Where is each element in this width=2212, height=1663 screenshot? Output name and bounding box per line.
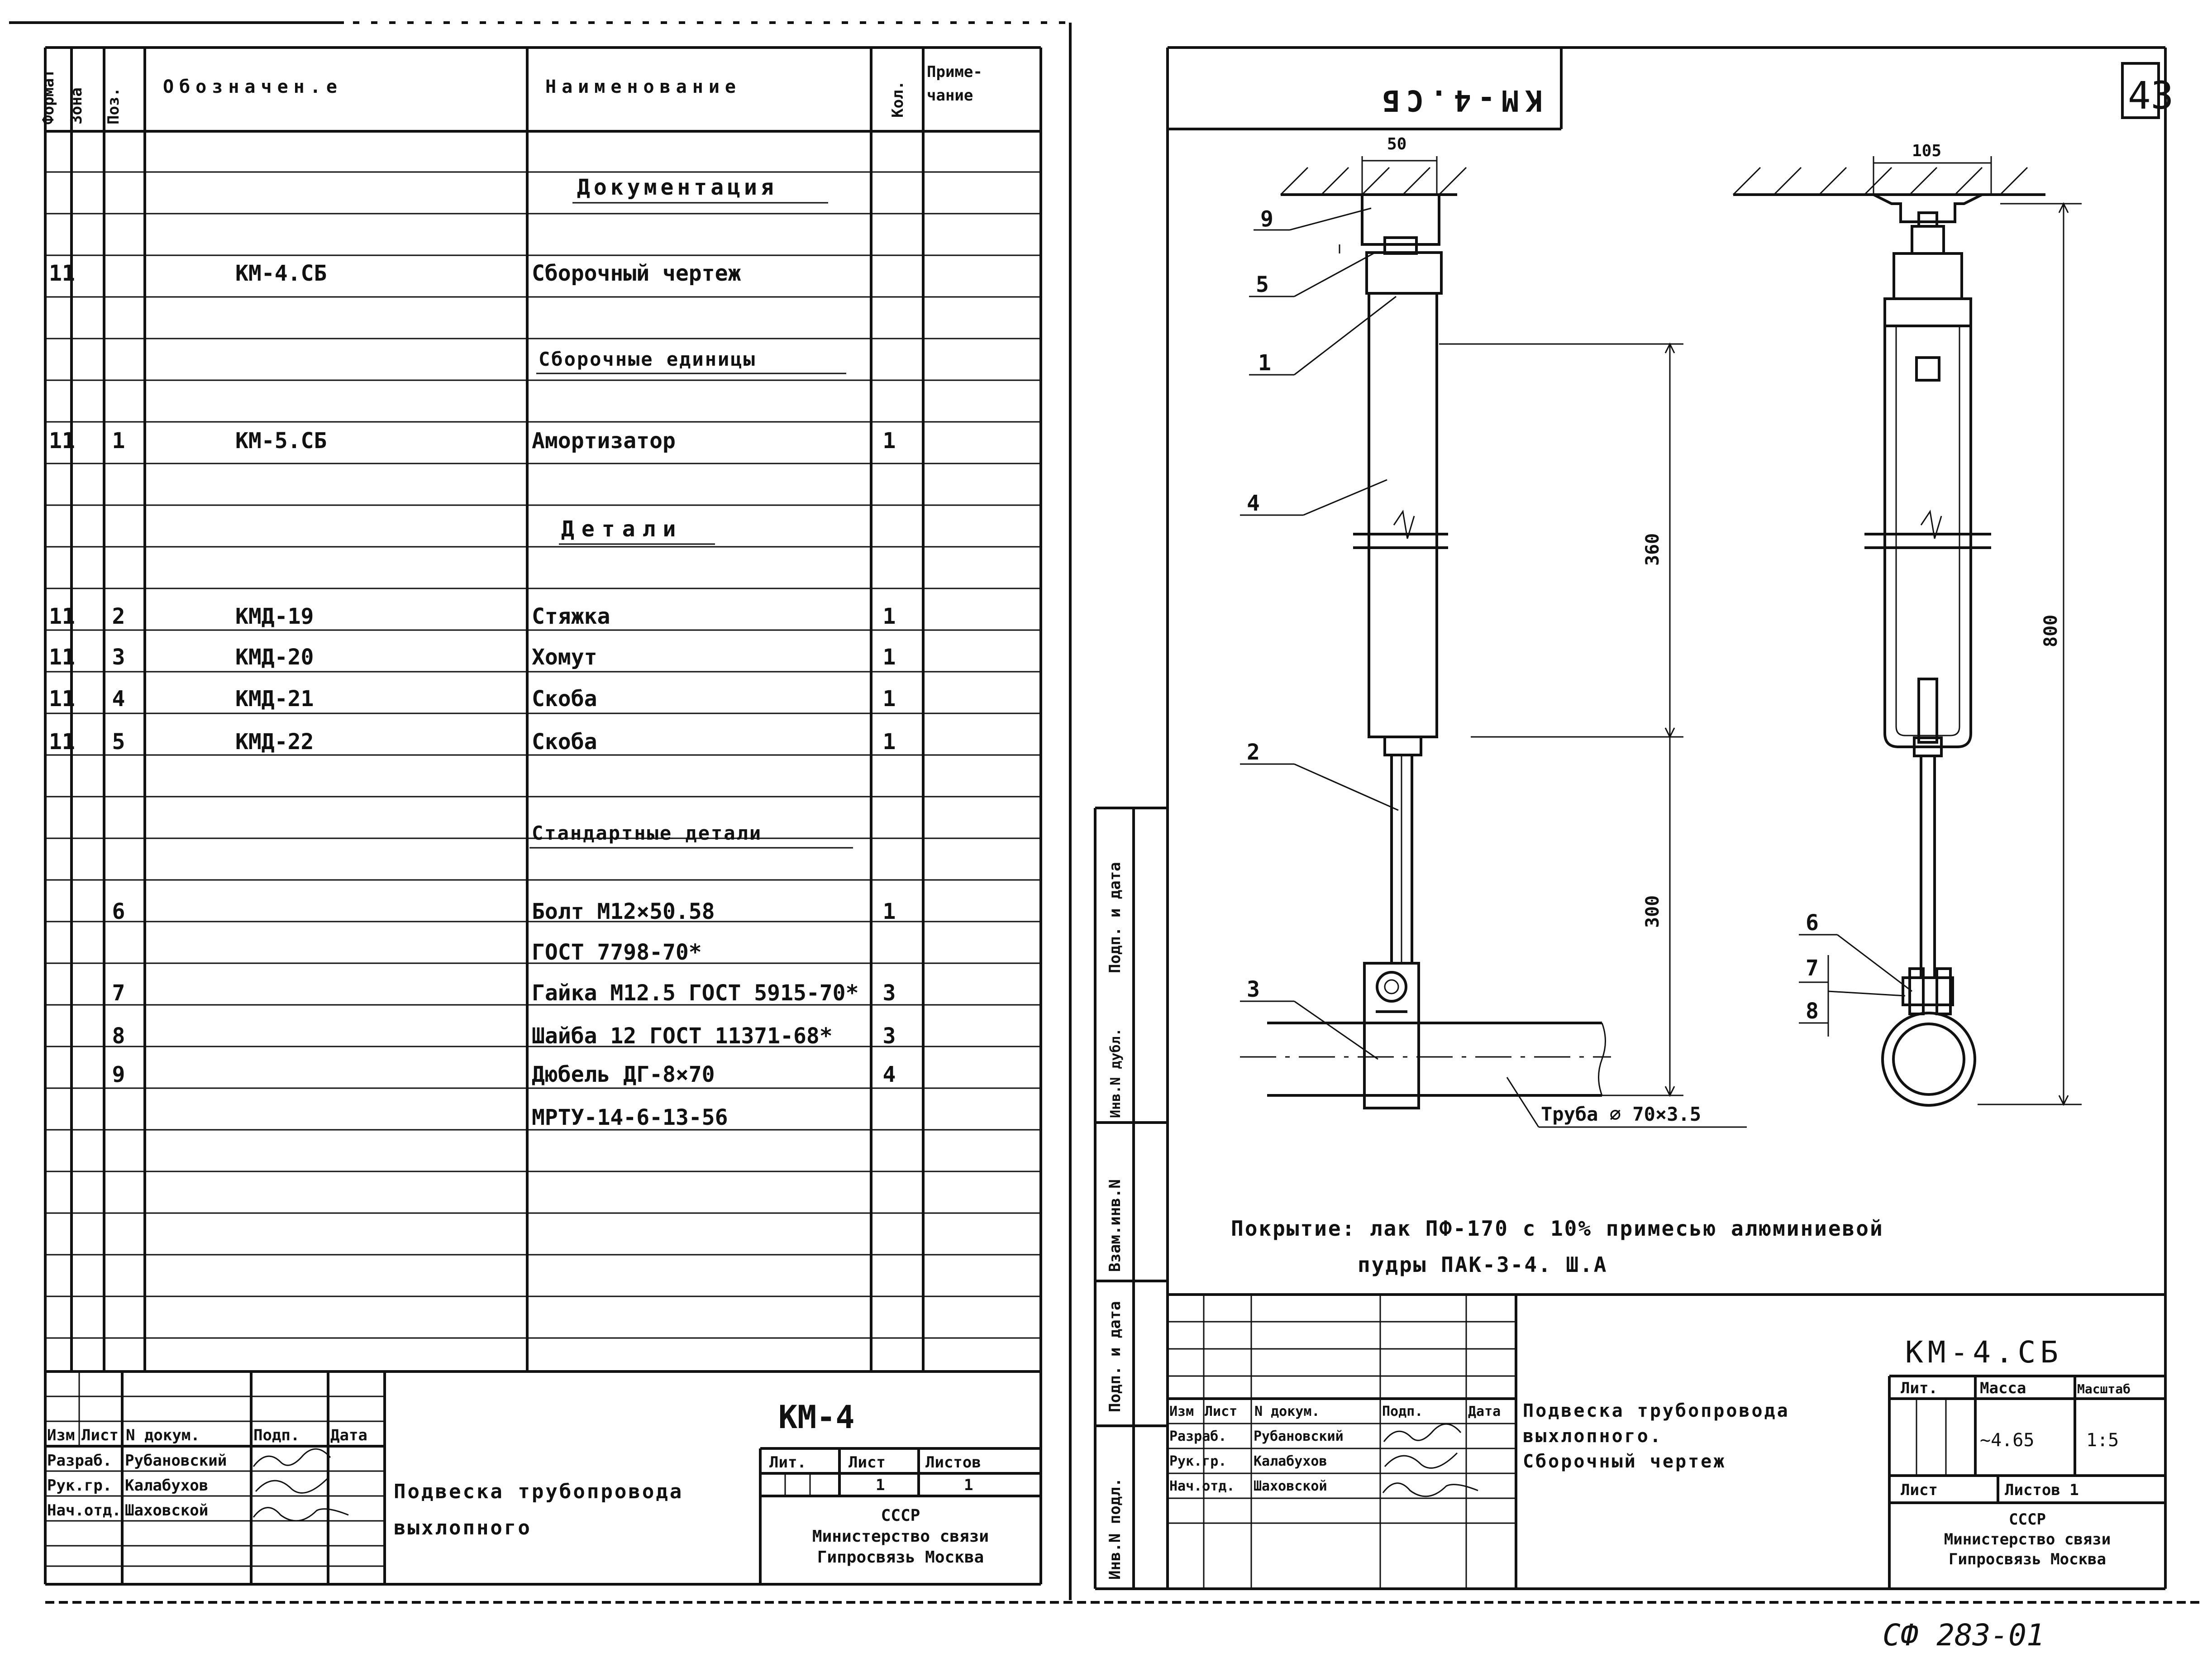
right-mass: Масса — [1980, 1379, 2026, 1397]
spec-row-format: 11 — [49, 645, 75, 670]
spec-row-qty: 1 — [882, 729, 896, 755]
dim-top-width: 50 — [1387, 135, 1407, 153]
spec-row-name: Сборочный чертеж — [532, 261, 741, 286]
header-pos: Поз. — [105, 87, 123, 124]
right-col-data: Дата — [1468, 1404, 1501, 1419]
pipe-label: Труба ⌀ 70×3.5 — [1541, 1103, 1702, 1125]
spec-sheet — [9, 23, 1068, 1584]
left-role-2: Нач.отд. — [47, 1501, 121, 1520]
left-col-izm: Изм — [47, 1426, 75, 1444]
left-role-0: Разраб. — [47, 1452, 112, 1470]
spec-row-designation: КМД-20 — [235, 645, 314, 670]
right-role-1: Рук.гр. — [1169, 1453, 1227, 1469]
coating-note-line2: пудры ПАК-3-4. Ш.А — [1358, 1252, 1608, 1277]
spec-row-designation: КМ-5.СБ — [235, 428, 327, 454]
spec-row-name: ГОСТ 7798-70* — [532, 940, 702, 965]
left-col-podp: Подп. — [253, 1426, 300, 1444]
spec-row-qty: 1 — [882, 686, 896, 712]
side-stamp-0: Подп. и дата — [1106, 862, 1124, 973]
dim-right-width: 105 — [1912, 142, 1942, 160]
spec-row-qty: 1 — [882, 604, 896, 629]
right-signatures — [1383, 1424, 1478, 1496]
left-title: Подвеска трубопровода выхлопного — [394, 1480, 684, 1539]
spec-row-pos: 1 — [112, 428, 125, 454]
leader-label-8: 8 — [1806, 999, 1819, 1024]
right-mass-val: ~4.65 — [1980, 1430, 2035, 1451]
left-sheets: Листов — [925, 1453, 981, 1472]
spec-row-name: Болт М12×50.58 — [532, 899, 715, 924]
section-standard-details: Стандартные детали — [532, 822, 763, 844]
right-org: СССР Министерство связи Гипросвязь Москва — [1944, 1510, 2111, 1568]
spec-row-format: 11 — [49, 261, 75, 286]
spec-row-pos: 3 — [112, 645, 125, 670]
right-col-podp: Подп. — [1382, 1404, 1423, 1419]
spec-row-qty: 1 — [882, 645, 896, 670]
right-scale: Масштаб — [2077, 1381, 2131, 1396]
right-col-list: Лист — [1205, 1404, 1238, 1419]
leader-label-7: 7 — [1806, 956, 1819, 981]
dim-360: 360 — [1642, 533, 1663, 566]
section-assembly-units: Сборочные единицы — [539, 348, 756, 370]
spec-row-pos: 6 — [112, 899, 125, 924]
leader-label-4: 4 — [1247, 491, 1260, 516]
assembly-side-view — [1733, 167, 2045, 1105]
right-person-1: Калабухов — [1254, 1453, 1327, 1469]
side-stamp-3: Подп. и дата — [1106, 1301, 1124, 1412]
left-code: КМ-4 — [778, 1399, 855, 1436]
left-person-0: Рубановский — [125, 1452, 227, 1470]
leader-label-6: 6 — [1806, 910, 1819, 936]
leader-label-2: 2 — [1247, 740, 1260, 765]
left-org: СССР Министерство связи Гипросвязь Москва — [812, 1506, 989, 1567]
header-qty: Кол. — [889, 81, 907, 118]
right-role-0: Разраб. — [1169, 1429, 1227, 1444]
header-zone: Зона — [67, 87, 86, 124]
spec-row-format: 11 — [49, 428, 75, 454]
left-col-ndoc: N докум. — [126, 1426, 200, 1444]
leader-label-1: 1 — [1258, 350, 1271, 376]
spec-row-qty: 1 — [882, 899, 896, 924]
page-number: 43 — [2128, 73, 2174, 118]
spec-row-designation: КМ-4.СБ — [235, 261, 327, 286]
right-col-ndoc: N докум. — [1254, 1404, 1320, 1419]
spec-row-pos: 4 — [112, 686, 125, 712]
header-format: Формат — [39, 69, 57, 124]
leader-label-5: 5 — [1256, 272, 1269, 297]
spec-row-format: 11 — [49, 729, 75, 755]
spec-row-format: 11 — [49, 686, 75, 712]
right-person-2: Шаховской — [1254, 1478, 1327, 1494]
spec-row-name: Гайка М12.5 ГОСТ 5915-70* — [532, 980, 859, 1006]
section-documentation: Документация — [577, 175, 777, 200]
right-role-2: Нач.отд. — [1169, 1478, 1235, 1494]
spec-row-pos: 9 — [112, 1062, 125, 1087]
spec-row-format: 11 — [49, 604, 75, 629]
section-details: Детали — [561, 516, 683, 542]
left-col-data: Дата — [330, 1426, 367, 1444]
spec-row-pos: 8 — [112, 1023, 125, 1049]
spec-row-qty: 3 — [882, 980, 896, 1006]
right-person-0: Рубановский — [1254, 1429, 1344, 1444]
spec-row-designation: КМД-21 — [235, 686, 314, 712]
header-designation: Обозначен.е — [163, 76, 343, 97]
spec-row-qty: 4 — [882, 1062, 896, 1087]
left-sheet: Лист — [849, 1453, 886, 1472]
right-sheet: Лист — [1901, 1481, 1938, 1499]
spec-row-name: Скоба — [532, 729, 597, 755]
right-code: КМ-4.СБ — [1905, 1335, 2063, 1370]
right-title: Подвеска трубопровода выхлопного. Сборочный чертеж — [1523, 1400, 1790, 1472]
dim-800: 800 — [2040, 614, 2061, 647]
spec-row-pos: 7 — [112, 980, 125, 1006]
right-scale-val: 1:5 — [2086, 1430, 2119, 1451]
header-note: Приме-чание — [927, 63, 982, 105]
spec-row-pos: 2 — [112, 604, 125, 629]
dim-300: 300 — [1642, 895, 1663, 928]
right-sheets: Листов 1 — [2005, 1481, 2079, 1499]
front-view-dimensions — [1362, 156, 1683, 1095]
side-stamp-4: Инв.N подл. — [1106, 1477, 1124, 1580]
side-stamp-2: Взам.инв.N — [1106, 1179, 1124, 1272]
leader-label-3: 3 — [1247, 977, 1260, 1002]
spec-row-name: Амортизатор — [532, 428, 676, 454]
spec-row-name: МРТУ-14-6-13-56 — [532, 1105, 728, 1130]
left-lit: Лит. — [769, 1453, 806, 1472]
stamp-code-inverted: КМ-4.СБ — [1376, 83, 1543, 117]
spec-row-name: Скоба — [532, 686, 597, 712]
spec-row-name: Дюбель ДГ-8×70 — [532, 1062, 715, 1087]
spec-row-name: Стяжка — [532, 604, 610, 629]
spec-row-pos: 5 — [112, 729, 125, 755]
right-lit: Лит. — [1901, 1379, 1938, 1397]
leader-label-9: 9 — [1260, 206, 1273, 232]
assembly-front-view — [1240, 167, 1611, 1108]
left-signatures — [253, 1449, 348, 1521]
left-person-2: Шаховской — [125, 1501, 209, 1520]
side-stamp-1: Инв.N дубл. — [1108, 1028, 1124, 1118]
left-sheets-val: 1 — [964, 1476, 973, 1494]
coating-note-line1: Покрытие: лак ПФ-170 с 10% примесью алюминиевой — [1231, 1216, 1884, 1241]
spec-row-name: Хомут — [532, 645, 597, 670]
header-name: Наименование — [545, 76, 741, 97]
left-role-1: Рук.гр. — [47, 1477, 112, 1495]
spec-row-qty: 1 — [882, 428, 896, 454]
spec-row-name: Шайба 12 ГОСТ 11371-68* — [532, 1023, 833, 1049]
footer-code: СФ 283-01 — [1883, 1618, 2045, 1653]
spec-row-designation: КМД-19 — [235, 604, 314, 629]
left-sheet-val: 1 — [876, 1476, 885, 1494]
right-col-izm: Изм — [1169, 1404, 1194, 1419]
spec-row-qty: 3 — [882, 1023, 896, 1049]
left-col-list: Лист — [81, 1426, 119, 1444]
left-person-1: Калабухов — [125, 1477, 209, 1495]
spec-row-designation: КМД-22 — [235, 729, 314, 755]
